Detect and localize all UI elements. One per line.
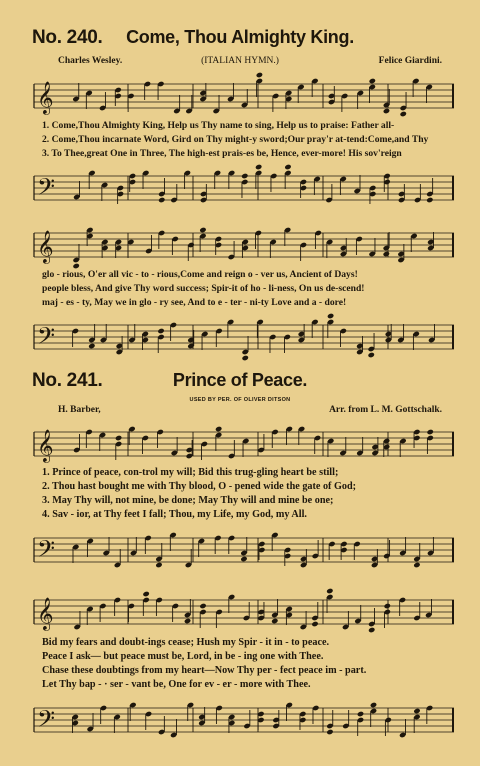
svg-text:𝄞: 𝄞: [37, 429, 54, 462]
lyric-line: glo - rious, O'er all vic - to - rious,Come and reign o - ver us, Ancient of Days!: [42, 269, 358, 280]
lyric-line: Bid my fears and doubt-ings cease; Hush my Spir - it in - to peace.: [42, 637, 330, 648]
svg-text:𝄢: 𝄢: [37, 535, 56, 568]
hymn-240-composer: Felice Giardini.: [378, 56, 442, 66]
lyric-line: 3. To Thee,great One in Three, The high-est prais-es be, Hence, ever-more! His sov'reign: [42, 148, 402, 159]
lyric-line: maj - es - ty, May we in glo - ry see, And to e - ter - ni-ty Love and a - dore!: [42, 297, 347, 308]
staff-lines: [34, 424, 454, 464]
hymn-240-credits: [0, 56, 480, 70]
svg-text:𝄞: 𝄞: [37, 81, 54, 114]
hymn-240-author: Charles Wesley.: [58, 56, 123, 66]
hymn-241-number: No. 241.: [32, 370, 103, 391]
hymn-240-title: Come, Thou Almighty King.: [126, 27, 354, 47]
music-staff-bass: [34, 168, 454, 208]
hymn-240-tune: (ITALIAN HYMN.): [201, 56, 279, 66]
staff-lines: [34, 317, 454, 357]
staff-lines: [34, 530, 454, 570]
lyric-line: 2. Thou hast bought me with Thy blood, O - pened wide the gate of God;: [42, 481, 357, 492]
hymn-240-header: [0, 27, 480, 53]
lyric-line: 1. Prince of peace, con-trol my will; Bid this trug-gling heart be still;: [42, 467, 339, 478]
hymn-241-title: Prince of Peace.: [172, 370, 308, 390]
hymn-241-composer: Arr. from L. M. Gottschalk.: [329, 405, 442, 415]
staff-lines: [34, 592, 454, 632]
lyric-line: 1. Come,Thou Almighty King, Help us Thy name to sing, Help us to praise: Father all-: [42, 120, 395, 131]
music-staff-bass: [34, 317, 454, 357]
music-staff-treble: [34, 424, 454, 464]
svg-text:𝄞: 𝄞: [37, 230, 54, 263]
hymn-240-number: No. 240.: [32, 27, 103, 48]
hymn-241-credits: [0, 405, 480, 419]
hymn-241-permission: USED BY PER. OF OLIVER DITSON: [189, 397, 291, 403]
music-staff-bass: [34, 700, 454, 740]
music-staff-treble: [34, 592, 454, 632]
staff-lines: [34, 168, 454, 208]
lyric-line: Peace I ask— but peace must be, Lord, in be - ing one with Thee.: [42, 651, 324, 662]
svg-text:𝄢: 𝄢: [37, 705, 56, 738]
staff-lines: [34, 76, 454, 116]
lyric-line: Let Thy bap - · ser - vant be, One for ev - er - more with Thee.: [42, 679, 311, 690]
svg-text:𝄞: 𝄞: [37, 597, 54, 630]
hymn-241-header: [0, 370, 480, 396]
svg-text:𝄢: 𝄢: [37, 322, 56, 355]
lyric-line: Chase these doubtings from my heart—Now Thy per - fect peace im - part.: [42, 665, 367, 676]
music-staff-bass: [34, 530, 454, 570]
staff-lines: [34, 700, 454, 740]
svg-text:𝄢: 𝄢: [37, 173, 56, 206]
hymn-241-author: H. Barber,: [58, 405, 101, 415]
music-staff-treble: [34, 225, 454, 265]
lyric-line: 2. Come,Thou incarnate Word, Gird on Thy might-y sword;Our pray'r at-tend:Come,and Thy: [42, 134, 429, 145]
lyric-line: 3. May Thy will, not mine, be done; May Thy will and mine be one;: [42, 495, 334, 506]
music-staff-treble: [34, 76, 454, 116]
lyric-line: people bless, And give Thy word success; Spir-it of ho - li-ness, On us de-scend!: [42, 283, 365, 294]
lyric-line: 4. Sav - ior, at Thy feet I fall; Thou, my Life, my God, my All.: [42, 509, 307, 520]
staff-lines: [34, 225, 454, 265]
